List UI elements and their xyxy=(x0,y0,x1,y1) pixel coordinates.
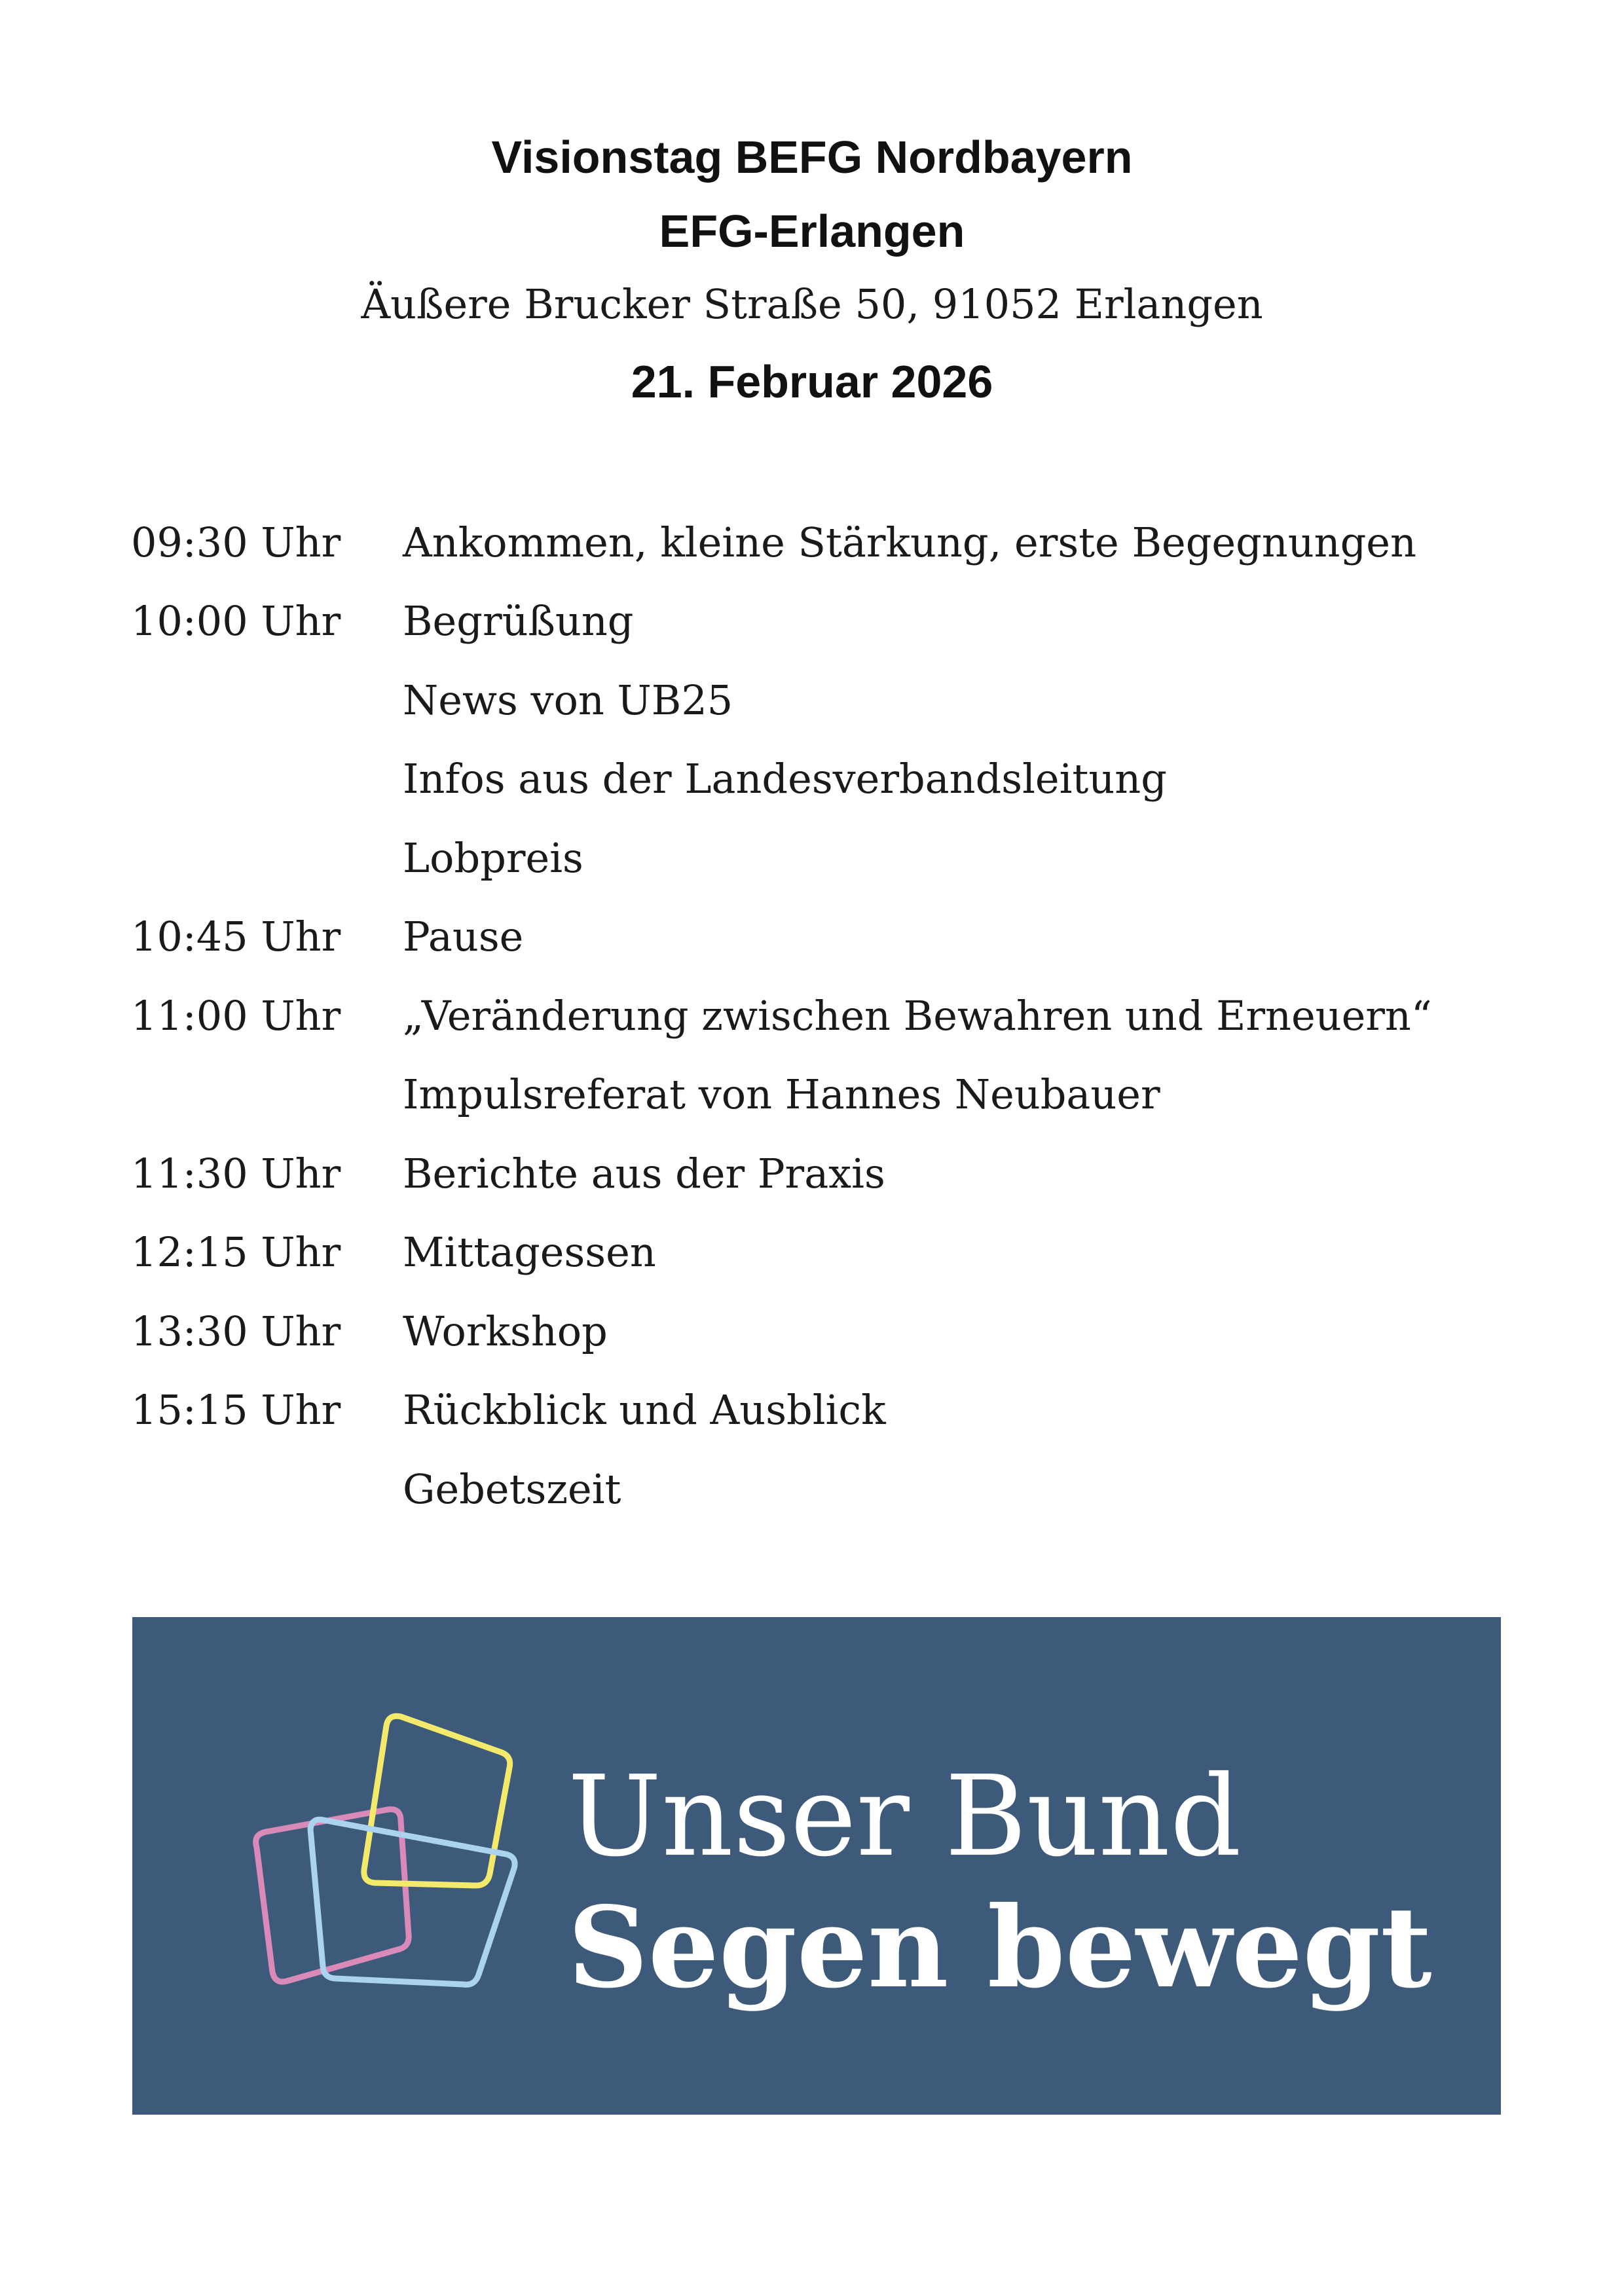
schedule-time: 15:15 Uhr xyxy=(131,1386,341,1434)
schedule-item: Workshop xyxy=(403,1307,608,1355)
schedule-row xyxy=(131,976,1506,1055)
schedule-row xyxy=(131,1213,1506,1292)
schedule-item: Gebetszeit xyxy=(403,1465,621,1513)
schedule-time: 12:15 Uhr xyxy=(131,1228,341,1277)
schedule-item: „Veränderung zwischen Bewahren und Erneuern“ xyxy=(403,991,1432,1040)
schedule-time: 11:30 Uhr xyxy=(131,1149,341,1197)
schedule xyxy=(131,503,1506,1529)
schedule-time: 10:00 Uhr xyxy=(131,597,341,646)
schedule-row xyxy=(131,1055,1506,1135)
logo-square-blue xyxy=(310,1819,515,1984)
venue-name: EFG-Erlangen xyxy=(659,206,965,257)
schedule-item: Infos aus der Landesverbandsleitung xyxy=(403,755,1167,803)
schedule-row xyxy=(131,1292,1506,1371)
brand-line-segen-bewegt: Segen bewegt xyxy=(568,1882,1432,2013)
schedule-row xyxy=(131,1449,1506,1529)
schedule-time: 13:30 Uhr xyxy=(131,1307,341,1355)
schedule-row xyxy=(131,582,1506,661)
venue-address: Äußere Brucker Straße 50, 91052 Erlangen xyxy=(361,280,1263,328)
schedule-time: 10:45 Uhr xyxy=(131,913,341,961)
schedule-row xyxy=(131,898,1506,977)
schedule-item: Berichte aus der Praxis xyxy=(403,1149,885,1197)
schedule-item: Rückblick und Ausblick xyxy=(403,1386,886,1434)
schedule-item: News von UB25 xyxy=(403,676,733,724)
event-date: 21. Februar 2026 xyxy=(631,356,993,407)
schedule-row xyxy=(131,661,1506,740)
schedule-time: 11:00 Uhr xyxy=(131,991,341,1040)
schedule-item: Mittagessen xyxy=(403,1228,656,1277)
logo-square-pink xyxy=(256,1810,409,1982)
schedule-row xyxy=(131,740,1506,819)
brand-banner xyxy=(132,1617,1501,2115)
overlapping-squares-logo-icon xyxy=(237,1702,525,1990)
schedule-item: Lobpreis xyxy=(403,833,583,882)
schedule-row xyxy=(131,1134,1506,1213)
logo-square-yellow xyxy=(364,1716,510,1886)
schedule-time: 09:30 Uhr xyxy=(131,518,341,566)
schedule-row xyxy=(131,818,1506,898)
schedule-item: Impulsreferat von Hannes Neubauer xyxy=(403,1070,1160,1119)
schedule-item: Pause xyxy=(403,913,524,961)
schedule-item: Ankommen, kleine Stärkung, erste Begegnungen xyxy=(403,518,1416,566)
schedule-item: Begrüßung xyxy=(403,597,634,646)
schedule-row xyxy=(131,503,1506,582)
event-title: Visionstag BEFG Nordbayern xyxy=(491,132,1133,183)
schedule-row xyxy=(131,1371,1506,1450)
brand-line-unser-bund: Unser Bund xyxy=(568,1752,1242,1882)
